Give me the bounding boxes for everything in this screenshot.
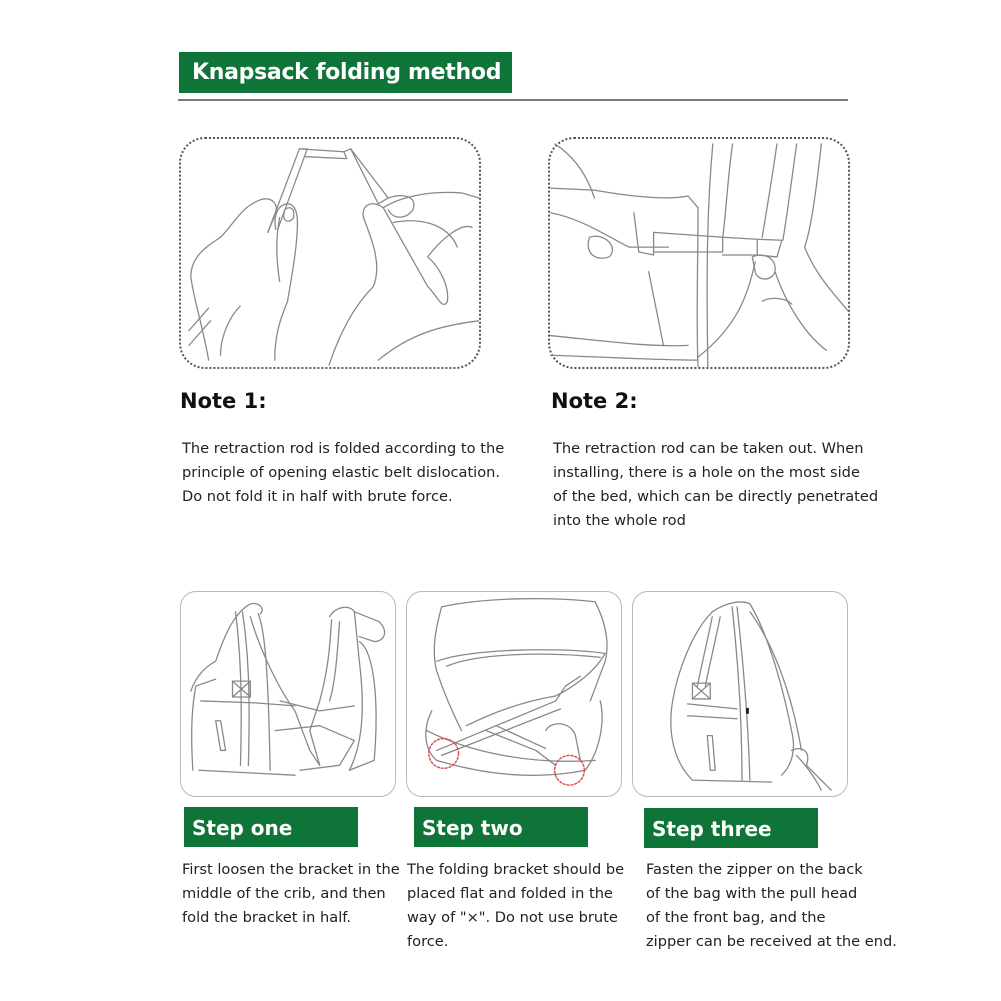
note-2-title: Note 2: bbox=[551, 389, 638, 413]
note-1-title: Note 1: bbox=[180, 389, 267, 413]
backpack-open-illustration bbox=[180, 591, 396, 797]
step-three-text: Fasten the zipper on the back of the bag with the pull head of the front bag, and the zipper can be received at the end. bbox=[646, 861, 897, 950]
step-one-label: Step one bbox=[184, 807, 358, 847]
step-one-text: First loosen the bracket in the middle of the crib, and then fold the bracket in half. bbox=[182, 861, 400, 926]
backpack-zipped-illustration bbox=[632, 591, 848, 797]
step-three-label: Step three bbox=[644, 808, 818, 848]
bracket-folding-illustration bbox=[406, 591, 622, 797]
title-divider bbox=[178, 99, 848, 101]
step-two-label: Step two bbox=[414, 807, 588, 847]
hand-inserting-rod-illustration bbox=[548, 137, 850, 369]
step-two-text: The folding bracket should be placed flat and folded in the way of "×". Do not use brute force. bbox=[407, 861, 625, 950]
hands-folding-rod-illustration bbox=[179, 137, 481, 369]
note-1-text: The retraction rod is folded according to the principle of opening elastic belt dislocation. Do not fold it in half with brute force. bbox=[182, 440, 505, 505]
note-2-text: The retraction rod can be taken out. When installing, there is a hole on the most side of the bed, which can be directly penetrated into the whole rod bbox=[553, 440, 879, 529]
page-title: Knapsack folding method bbox=[179, 52, 512, 93]
